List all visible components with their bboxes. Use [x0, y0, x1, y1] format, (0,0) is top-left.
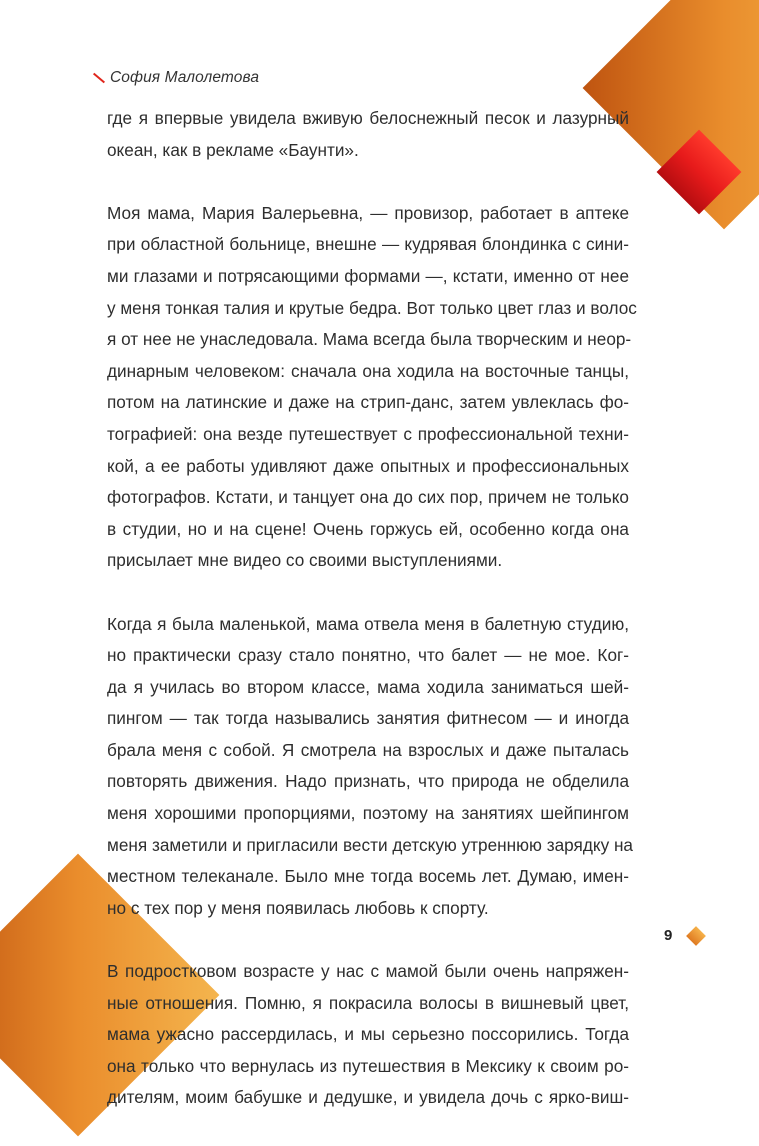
text-line: она только что вернулась из путешествия в Мексику к своим ро-	[107, 1055, 629, 1076]
text-line: я от нее не унаследовала. Мама всегда была творческим и неор-	[107, 329, 632, 350]
text-line: дителям, моим бабушке и дедушке, и увидела дочь с ярко-виш-	[107, 1087, 629, 1108]
text-line: Моя мама, Мария Валерьевна, — провизор, работает в аптеке	[107, 202, 629, 223]
text-line: повторять движения. Надо признать, что природа не обделила	[107, 771, 629, 792]
text-line: Когда я была маленькой, мама отвела меня в балетную студию,	[107, 613, 629, 634]
page-number-diamond-icon	[686, 926, 706, 946]
text-line: да я училась во втором классе, мама ходила заниматься шей-	[107, 676, 629, 697]
text-line: брала меня с собой. Я смотрела на взрослых и даже пыталась	[107, 739, 629, 760]
running-header	[92, 69, 259, 87]
text-line: где я впервые увидела вживую белоснежный песок и лазурный	[107, 108, 629, 128]
text-line: но практически сразу стало понятно, что балет — не мое. Ког-	[107, 645, 629, 666]
page-number: 9	[664, 927, 673, 944]
text-line: меня хорошими пропорциями, поэтому на занятиях шейпингом	[107, 803, 629, 824]
red-slash-icon	[93, 73, 105, 84]
text-line: динарным человеком: сначала она ходила на восточные танцы,	[107, 360, 629, 381]
text-line: но с тех пор у меня появилась любовь к спорту.	[107, 897, 489, 918]
author-name: София Малолетова	[110, 69, 260, 86]
text-line: ми глазами и потрясающими формами —, кстати, именно от нее	[107, 265, 629, 286]
paragraph	[107, 198, 637, 577]
paragraph	[107, 609, 633, 925]
text-line: тографией: она везде путешествует с профессиональной техни-	[107, 423, 629, 444]
text-line: меня заметили и пригласили вести детскую утреннюю зарядку на	[107, 834, 633, 855]
text-line: пингом — так тогда назывались занятия фитнесом — и иногда	[107, 708, 629, 729]
text-line: в студии, но и на сцене! Очень горжусь ей, особенно когда она	[107, 518, 629, 539]
paragraph	[107, 956, 629, 1114]
text-line: ные отношения. Помню, я покрасила волосы в вишневый цвет,	[107, 992, 629, 1013]
text-line: В подростковом возрасте у нас с мамой были очень напряжен-	[107, 961, 629, 982]
paragraph	[107, 103, 629, 166]
text-line: фотографов. Кстати, и танцует она до сих пор, причем не только	[107, 487, 629, 508]
text-line: океан, как в рекламе «Баунти».	[107, 139, 359, 160]
text-line: потом на латинские и даже на стрип-данс, затем увлеклась фо-	[107, 392, 629, 413]
text-line: кой, а ее работы удивляют даже опытных и профессиональных	[107, 455, 629, 476]
body-text	[107, 103, 637, 1146]
text-line: у меня тонкая талия и крутые бедра. Вот только цвет глаз и волос	[107, 297, 637, 318]
text-line: при областной больнице, внешне — кудрявая блондинка с сини-	[107, 234, 629, 255]
text-line: местном телеканале. Было мне тогда восемь лет. Думаю, имен-	[107, 866, 629, 887]
text-line: мама ужасно рассердилась, и мы серьезно поссорились. Тогда	[107, 1024, 629, 1045]
text-line: присылает мне видео со своими выступлениями.	[107, 550, 503, 571]
